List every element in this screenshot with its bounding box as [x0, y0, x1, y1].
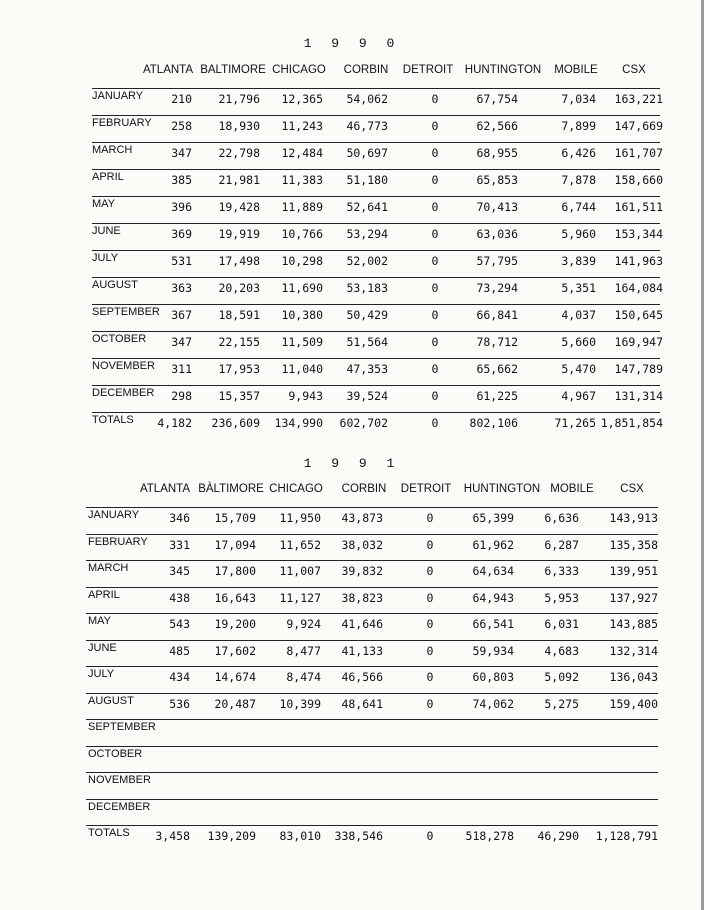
cell-bltimore: 16,643: [214, 590, 256, 605]
cell-detroit: 0: [431, 119, 439, 133]
cell-bltimore: 17,800: [214, 564, 256, 578]
cell-detroit: 0: [426, 829, 434, 843]
row-rule: [92, 250, 660, 251]
row-label-april: APRIL: [92, 171, 124, 183]
cell-mobile: 3,839: [561, 254, 596, 268]
row-rule: [92, 331, 660, 332]
row-label-may: MAY: [88, 615, 112, 627]
cell-mobile: 4,683: [544, 643, 579, 658]
cell-atlanta: 438: [169, 590, 190, 605]
cell-mobile: 6,744: [561, 200, 596, 214]
cell-mobile: 5,660: [561, 335, 596, 349]
cell-chicago: 11,889: [281, 200, 323, 214]
cell-baltimore: 21,981: [218, 173, 260, 187]
cell-atlanta: 3,458: [155, 829, 190, 843]
cell-corbin: 46,566: [341, 670, 383, 684]
column-header-mobile: MOBILE: [554, 64, 598, 76]
cell-bltimore: 17,602: [214, 643, 256, 658]
cell-huntington: 60,803: [472, 670, 514, 684]
cell-huntington: 74,062: [472, 696, 514, 711]
row-rule: [86, 693, 658, 694]
cell-mobile: 7,034: [561, 92, 596, 106]
cell-atlanta: 531: [171, 254, 192, 268]
row-label-june: JUNE: [88, 641, 117, 654]
column-header-baltimore: BALTIMORE: [200, 64, 266, 76]
row-label-june: JUNE: [92, 225, 121, 237]
cell-huntington: 61,962: [472, 537, 514, 552]
column-header-csx: CSX: [622, 64, 646, 76]
row-rule: [92, 412, 660, 413]
cell-huntington: 518,278: [465, 829, 514, 843]
cell-baltimore: 18,591: [218, 308, 260, 322]
cell-csx: 158,660: [614, 173, 663, 187]
cell-atlanta: 346: [169, 511, 190, 525]
cell-chicago: 83,010: [279, 829, 321, 843]
cell-csx: 139,951: [609, 564, 658, 578]
cell-bltimore: 19,200: [214, 617, 256, 631]
cell-detroit: 0: [431, 254, 439, 268]
row-label-march: MARCH: [92, 144, 133, 156]
cell-atlanta: 396: [171, 200, 192, 214]
cell-csx: 135,358: [609, 537, 658, 552]
cell-mobile: 5,275: [544, 696, 579, 711]
cell-huntington: 68,955: [476, 146, 518, 160]
cell-corbin: 48,641: [341, 696, 383, 711]
cell-detroit: 0: [426, 537, 434, 552]
cell-atlanta: 485: [169, 643, 190, 658]
cell-baltimore: 15,357: [218, 389, 260, 403]
cell-chicago: 11,690: [281, 281, 323, 295]
cell-huntington: 78,712: [476, 335, 518, 349]
cell-bltimore: 20,487: [214, 696, 256, 711]
row-label-november: NOVEMBER: [88, 774, 151, 786]
cell-csx: 161,511: [614, 200, 663, 214]
cell-mobile: 7,899: [561, 119, 596, 133]
cell-baltimore: 22,798: [218, 146, 260, 160]
cell-corbin: 38,032: [341, 537, 383, 552]
cell-csx: 169,947: [614, 335, 663, 349]
cell-csx: 150,645: [614, 308, 663, 322]
cell-huntington: 57,795: [476, 254, 518, 268]
cell-corbin: 47,353: [346, 362, 388, 376]
column-header-atlanta: ATLANTA: [142, 64, 194, 76]
cell-detroit: 0: [426, 511, 434, 525]
row-label-may: MAY: [92, 198, 116, 210]
row-label-september: SEPTEMBER: [88, 721, 156, 733]
cell-mobile: 5,953: [544, 590, 579, 605]
cell-atlanta: 4,182: [157, 416, 192, 430]
cell-huntington: 65,399: [472, 511, 514, 525]
column-header-csx: CSX: [620, 483, 644, 495]
cell-mobile: 5,960: [561, 227, 596, 241]
cell-baltimore: 17,498: [218, 254, 260, 268]
cell-chicago: 10,766: [281, 227, 323, 241]
column-header-detroit: DETROIT: [402, 64, 454, 76]
cell-corbin: 338,546: [334, 829, 383, 843]
column-header-chicago: CHICAGO: [272, 64, 326, 76]
cell-corbin: 50,429: [346, 308, 388, 322]
row-label-february: FEBRUARY: [92, 117, 152, 129]
column-header-corbin: CORBIN: [341, 483, 387, 495]
row-rule: [92, 142, 660, 143]
cell-bltimore: 15,709: [214, 511, 256, 525]
cell-chicago: 134,990: [274, 416, 323, 430]
row-label-august: AUGUST: [88, 694, 134, 707]
row-rule: [86, 613, 658, 614]
cell-atlanta: 536: [169, 696, 190, 711]
cell-csx: 147,669: [614, 119, 663, 133]
cell-mobile: 7,878: [561, 173, 596, 187]
cell-huntington: 66,541: [472, 617, 514, 631]
cell-atlanta: 367: [171, 308, 192, 322]
cell-detroit: 0: [426, 617, 434, 631]
cell-mobile: 71,265: [554, 416, 596, 430]
row-rule: [92, 385, 660, 386]
cell-mobile: 46,290: [537, 829, 579, 843]
cell-atlanta: 345: [169, 564, 190, 578]
cell-bltimore: 139,209: [207, 829, 256, 843]
row-rule: [86, 799, 658, 800]
cell-mobile: 4,967: [561, 389, 596, 403]
cell-huntington: 65,853: [476, 173, 518, 187]
cell-huntington: 67,754: [476, 92, 518, 106]
cell-atlanta: 347: [171, 335, 192, 349]
cell-chicago: 11,007: [279, 564, 321, 578]
cell-bltimore: 14,674: [214, 670, 256, 684]
cell-huntington: 66,841: [476, 308, 518, 322]
cell-chicago: 11,243: [281, 119, 323, 133]
cell-huntington: 62,566: [476, 119, 518, 133]
cell-csx: 159,400: [609, 696, 658, 711]
cell-chicago: 12,365: [281, 92, 323, 106]
cell-atlanta: 347: [171, 146, 192, 160]
row-rule: [92, 169, 660, 170]
cell-corbin: 39,832: [341, 564, 383, 578]
cell-mobile: 5,092: [544, 670, 579, 684]
row-label-march: MARCH: [88, 562, 129, 574]
row-label-october: OCTOBER: [92, 333, 147, 345]
cell-mobile: 6,287: [544, 537, 579, 552]
cell-baltimore: 19,428: [218, 200, 260, 214]
cell-corbin: 52,641: [346, 200, 388, 214]
cell-chicago: 11,127: [279, 590, 321, 605]
cell-csx: 143,913: [609, 511, 658, 525]
cell-huntington: 63,036: [476, 227, 518, 241]
cell-mobile: 6,426: [561, 146, 596, 160]
cell-corbin: 46,773: [346, 119, 388, 133]
row-rule: [86, 666, 658, 667]
cell-corbin: 43,873: [341, 511, 383, 525]
row-rule: [86, 534, 658, 535]
cell-csx: 161,707: [614, 146, 663, 160]
cell-corbin: 50,697: [346, 146, 388, 160]
cell-detroit: 0: [431, 173, 439, 187]
year-heading: 1 9 9 0: [303, 36, 401, 51]
cell-chicago: 11,383: [281, 173, 323, 187]
cell-chicago: 10,380: [281, 308, 323, 322]
cell-chicago: 11,040: [281, 362, 323, 376]
row-rule: [86, 746, 658, 747]
cell-atlanta: 331: [169, 537, 190, 552]
cell-csx: 131,314: [614, 389, 663, 403]
cell-chicago: 8,474: [286, 670, 321, 684]
row-rule: [92, 223, 660, 224]
row-label-totals: TOTALS: [88, 827, 130, 839]
cell-mobile: 6,031: [544, 617, 579, 631]
row-label-august: AUGUST: [92, 279, 138, 291]
cell-chicago: 8,477: [286, 643, 321, 658]
cell-detroit: 0: [426, 670, 434, 684]
cell-csx: 141,963: [614, 254, 663, 268]
cell-atlanta: 298: [171, 389, 192, 403]
cell-csx: 164,084: [614, 281, 663, 295]
cell-bltimore: 17,094: [214, 537, 256, 552]
cell-mobile: 6,636: [544, 511, 579, 525]
row-rule: [86, 587, 658, 588]
cell-chicago: 10,298: [281, 254, 323, 268]
cell-atlanta: 210: [171, 92, 192, 106]
cell-csx: 137,927: [609, 590, 658, 605]
cell-csx: 1,851,854: [600, 416, 663, 430]
cell-corbin: 51,180: [346, 173, 388, 187]
row-rule: [86, 772, 658, 773]
year-heading: 1 9 9 1: [303, 456, 401, 471]
row-rule: [86, 825, 658, 826]
cell-baltimore: 21,796: [218, 92, 260, 106]
cell-atlanta: 385: [171, 173, 192, 187]
cell-atlanta: 434: [169, 670, 190, 684]
cell-atlanta: 543: [169, 617, 190, 631]
cell-chicago: 9,924: [286, 617, 321, 631]
column-header-chicago: CHICAGO: [269, 483, 323, 495]
column-header-huntington: HUNTINGTON: [463, 483, 541, 495]
cell-mobile: 5,470: [561, 362, 596, 376]
cell-detroit: 0: [431, 308, 439, 322]
row-rule: [92, 88, 660, 89]
cell-detroit: 0: [426, 643, 434, 658]
cell-corbin: 38,823: [341, 590, 383, 605]
row-rule: [86, 560, 658, 561]
cell-baltimore: 22,155: [218, 335, 260, 349]
cell-huntington: 802,106: [469, 416, 518, 430]
cell-detroit: 0: [431, 227, 439, 241]
cell-atlanta: 311: [171, 362, 192, 376]
cell-detroit: 0: [431, 362, 439, 376]
cell-detroit: 0: [426, 564, 434, 578]
cell-chicago: 11,652: [279, 537, 321, 552]
row-label-april: APRIL: [88, 588, 120, 601]
row-rule: [92, 115, 660, 116]
cell-detroit: 0: [431, 200, 439, 214]
cell-chicago: 10,399: [279, 696, 321, 711]
cell-chicago: 11,950: [279, 511, 321, 525]
cell-csx: 132,314: [609, 643, 658, 658]
cell-detroit: 0: [431, 389, 439, 403]
cell-atlanta: 258: [171, 119, 192, 133]
cell-corbin: 602,702: [339, 416, 388, 430]
cell-huntington: 65,662: [476, 362, 518, 376]
cell-corbin: 51,564: [346, 335, 388, 349]
cell-huntington: 64,943: [472, 590, 514, 605]
cell-baltimore: 236,609: [211, 416, 260, 430]
row-rule: [92, 196, 660, 197]
cell-huntington: 59,934: [472, 643, 514, 658]
cell-csx: 136,043: [609, 670, 658, 684]
row-rule: [86, 719, 658, 720]
cell-csx: 1,128,791: [595, 829, 658, 843]
row-label-january: JANUARY: [92, 90, 144, 102]
column-header-mobile: MOBILE: [550, 483, 594, 495]
cell-baltimore: 17,953: [218, 362, 260, 376]
column-header-atlanta: ATLANTA: [139, 483, 191, 495]
row-label-totals: TOTALS: [92, 414, 134, 426]
cell-corbin: 52,002: [346, 254, 388, 268]
row-label-september: SEPTEMBER: [92, 306, 160, 318]
cell-corbin: 53,183: [346, 281, 388, 295]
cell-detroit: 0: [426, 696, 434, 711]
row-label-october: OCTOBER: [88, 747, 143, 760]
cell-corbin: 41,646: [341, 617, 383, 631]
cell-corbin: 54,062: [346, 92, 388, 106]
cell-atlanta: 363: [171, 281, 192, 295]
cell-baltimore: 19,919: [218, 227, 260, 241]
cell-huntington: 70,413: [476, 200, 518, 214]
cell-atlanta: 369: [171, 227, 192, 241]
cell-huntington: 61,225: [476, 389, 518, 403]
cell-corbin: 39,524: [346, 389, 388, 403]
cell-csx: 153,344: [614, 227, 663, 241]
cell-detroit: 0: [431, 335, 439, 349]
cell-mobile: 5,351: [561, 281, 596, 295]
row-label-july: JULY: [92, 252, 119, 264]
cell-mobile: 4,037: [561, 308, 596, 322]
row-rule: [92, 358, 660, 359]
row-label-january: JANUARY: [88, 509, 140, 521]
cell-detroit: 0: [431, 146, 439, 160]
row-rule: [92, 277, 660, 278]
cell-chicago: 12,484: [281, 146, 323, 160]
column-header-huntington: HUNTINGTON: [464, 64, 542, 76]
cell-detroit: 0: [431, 281, 439, 295]
row-rule: [86, 507, 658, 508]
cell-mobile: 6,333: [544, 564, 579, 578]
cell-detroit: 0: [431, 92, 439, 106]
row-label-november: NOVEMBER: [92, 360, 155, 372]
row-label-july: JULY: [88, 668, 115, 680]
cell-detroit: 0: [431, 416, 439, 430]
row-rule: [92, 304, 660, 305]
column-header-bltimore: BÀLTIMORE: [198, 483, 264, 495]
row-rule: [86, 640, 658, 641]
column-header-corbin: CORBIN: [343, 64, 389, 76]
cell-csx: 163,221: [614, 92, 663, 106]
cell-chicago: 9,943: [288, 389, 323, 403]
column-header-detroit: DETROIT: [400, 483, 452, 495]
cell-detroit: 0: [426, 590, 434, 605]
cell-csx: 143,885: [609, 617, 658, 631]
cell-corbin: 41,133: [341, 643, 383, 658]
cell-baltimore: 18,930: [218, 119, 260, 133]
cell-huntington: 73,294: [476, 281, 518, 295]
cell-chicago: 11,509: [281, 335, 323, 349]
row-label-december: DECEMBER: [88, 800, 151, 813]
row-label-february: FEBRUARY: [88, 535, 148, 548]
cell-huntington: 64,634: [472, 564, 514, 578]
cell-corbin: 53,294: [346, 227, 388, 241]
cell-baltimore: 20,203: [218, 281, 260, 295]
cell-csx: 147,789: [614, 362, 663, 376]
row-label-december: DECEMBER: [92, 387, 155, 399]
